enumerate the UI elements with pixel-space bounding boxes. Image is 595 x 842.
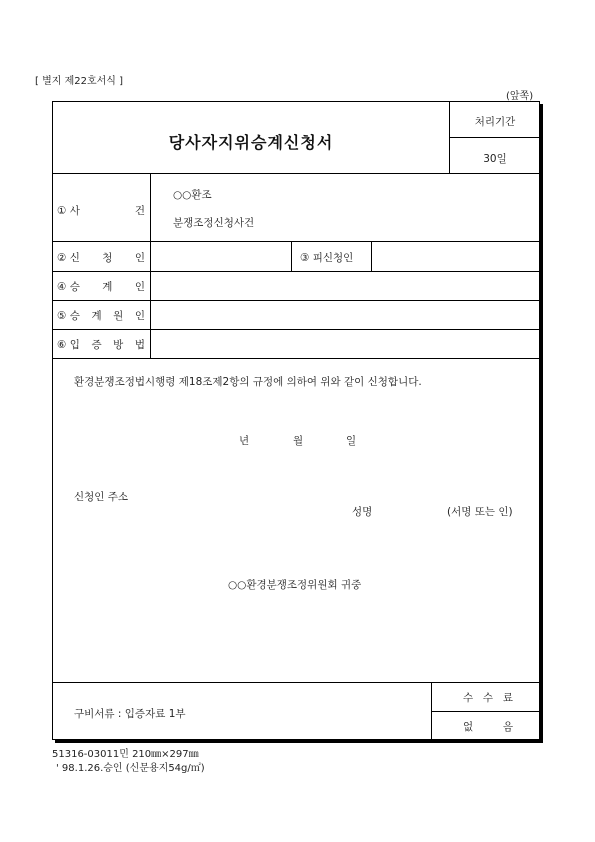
form-code: 51316-03011민 210㎜×297㎜	[52, 749, 199, 760]
recipient: ○○환경분쟁조정위원회 귀중	[228, 579, 362, 591]
form-title: 당사자지위승계신청서	[168, 133, 334, 152]
fee-label: 수 수 료	[463, 692, 513, 704]
proof-method-field[interactable]	[151, 330, 540, 357]
fee-separator	[431, 711, 541, 712]
signature-note: (서명 또는 인)	[447, 506, 513, 518]
name-label: 성명	[352, 506, 373, 518]
succession-cause-field[interactable]	[151, 301, 540, 328]
row-line	[53, 358, 541, 359]
case-value-line1: ○○환조	[173, 189, 212, 201]
application-statement: 환경분쟁조정법시행령 제18조제2항의 규정에 의하여 위와 같이 신청합니다.	[74, 376, 422, 388]
proof-method-label: ⑥ 입 증 방 법	[57, 339, 145, 351]
date-month: 월	[293, 435, 304, 447]
row-line	[53, 682, 541, 683]
form-number: [ 별지 제22호서식 ]	[35, 76, 124, 87]
approval-note: ' 98.1.26.승인 (신문용지54g/㎡)	[56, 763, 205, 774]
respondent-divider	[291, 241, 292, 271]
required-documents: 구비서류 : 입증자료 1부	[74, 708, 186, 720]
processing-separator	[449, 137, 541, 138]
applicant-label: ② 신 청 인	[57, 252, 145, 264]
date-year: 년	[239, 435, 250, 447]
case-value-line2: 분쟁조정신청사건	[173, 217, 255, 229]
row-line	[53, 173, 541, 174]
successor-field[interactable]	[151, 272, 540, 299]
fee-value: 없 음	[463, 721, 513, 733]
processing-period-label: 처리기간	[474, 116, 516, 128]
successor-label: ④ 승 계 인	[57, 281, 145, 293]
application-form	[52, 101, 540, 740]
applicant-field[interactable]	[151, 242, 290, 270]
applicant-address-label: 신청인 주소	[74, 491, 129, 503]
page-side-label: (앞쪽)	[506, 91, 534, 102]
processing-period-value: 30일	[483, 153, 507, 165]
respondent-label: ③ 피신청인	[300, 252, 354, 264]
succession-cause-label: ⑤ 승 계 원 인	[57, 310, 145, 322]
respondent-field[interactable]	[372, 242, 540, 270]
case-label: ① 사 건	[57, 205, 145, 217]
date-day: 일	[346, 435, 357, 447]
